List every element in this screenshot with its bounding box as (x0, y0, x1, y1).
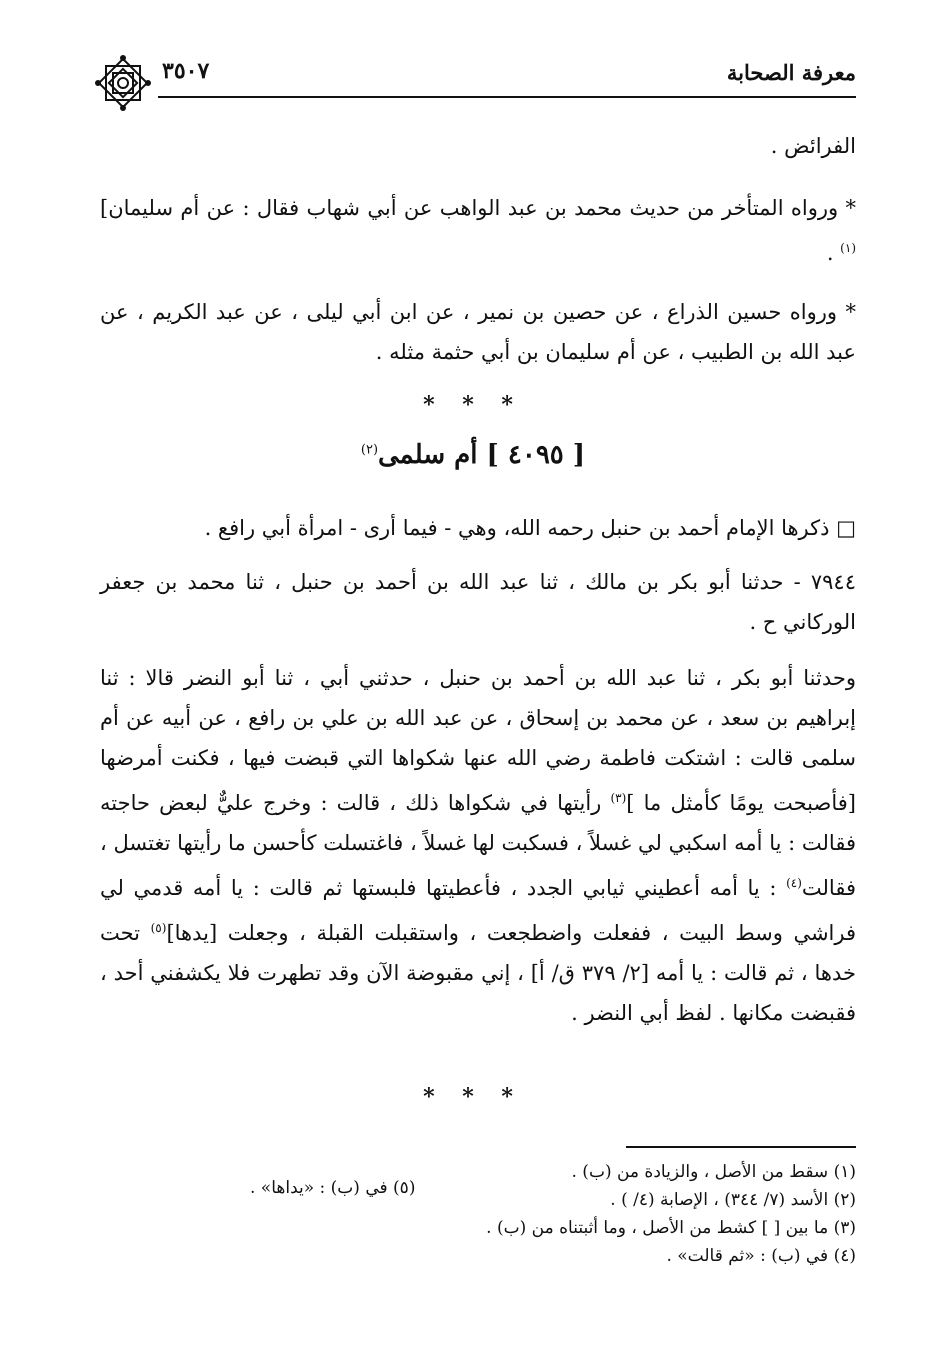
hadith-body-part-4: تحت خدها ، ثم قالت : يا أمه [٢/ ٣٧٩ ق/ أ] ، إني مقبوضة الآن وقد تطهرت فلا يكشفني أحد ، فقبضت مكانها . لفظ أبي النضر . (100, 921, 856, 1025)
footnote-ref-2[interactable]: (٢) (360, 442, 379, 458)
paragraph-hadith-body (100, 658, 856, 1033)
paragraph-faraid-text: الفرائض . (770, 134, 856, 158)
footnote-rule (626, 1146, 856, 1148)
running-title: معرفة الصحابة (726, 60, 856, 85)
paragraph-hadith-number (100, 562, 856, 642)
page-header (92, 52, 856, 112)
hadith-body-part-2: رأيتها في شكواها ذلك ، قالت : وخرج عليٌّ لبعض حاجته فقالت : يا أمه اسكبي لي غسلاً ، فسكبت لها غسلاً ، فاغتسلت كأحسن ما رأيتها تغتسل ، فقالت (100, 791, 856, 900)
entry-title (0, 440, 946, 470)
paragraph-narration-2 (100, 292, 856, 372)
footnote-ref-5[interactable]: (٥) (150, 921, 167, 935)
paragraph-narration-1 (100, 188, 856, 273)
footnote-3: (٣) ما بين [ ] كشط من الأصل ، وما أثبتناه من (ب) . (486, 1218, 856, 1238)
narration-2-text: * ورواه حسين الذراع ، عن حصين بن نمير ، عن ابن أبي ليلى ، عن عبد الكريم ، عن عبد الله بن الطبيب ، عن أم سليمان بن أبي حثمة مثله . (100, 300, 856, 364)
paragraph-entry-note (100, 508, 856, 548)
hadith-text: ٧٩٤٤ - حدثنا أبو بكر بن مالك ، ثنا عبد الله بن أحمد بن حنبل ، ثنا محمد بن جعفر الوركاني ح . (100, 570, 856, 634)
footnote-ref-3[interactable]: (٣) (610, 791, 627, 805)
entry-note-text: □ ذكرها الإمام أحمد بن حنبل رحمه الله، وهي - فيما أرى - امرأة أبي رافع . (204, 516, 856, 540)
footnote-2: (٢) الأسد (٧/ ٣٤٤) ، الإصابة (٤/ ) . (610, 1190, 856, 1210)
header-rule (158, 96, 856, 98)
section-divider-stars: * * * (423, 392, 523, 418)
footnote-4: (٤) في (ب) : «ثم قالت» . (666, 1246, 856, 1266)
footnote-ref-4[interactable]: (٤) (786, 876, 802, 890)
footnotes-list (396, 1158, 856, 1270)
end-divider-stars: * * * (423, 1084, 523, 1110)
entry-title-text: [ ٤٠٩٥ ] أم سلمى (378, 440, 586, 470)
hadith-body-part-3: : يا أمه أعطيني ثيابي الجدد ، فأعطيتها فلبستها ثم قالت : يا أمه قدمي لي فراشي وسط البيت ، ففعلت واضطجعت ، واستقبلت القبلة ، وجعلت [يدها] (100, 876, 856, 945)
footnote-ref-1[interactable]: (١) (840, 241, 856, 255)
paragraph-faraid (100, 126, 856, 166)
page-number: ٣٥٠٧ (162, 58, 210, 84)
hadith-body-part-1: وحدثنا أبو بكر ، ثنا عبد الله بن أحمد بن حنبل ، حدثني أبي ، ثنا أبو النضر قالا : ثنا إبراهيم بن سعد ، عن محمد بن إسحاق ، عن عبد الله بن علي بن رافع ، عن أبيه عن أم سلمى قالت : اشتكت فاطمة رضي الله عنها شكواها التي قبضت فيها ، فكنت أمرضها [فأصبحت يومًا كأمثل ما ] (100, 666, 856, 815)
narration-1-text: * ورواه المتأخر من حديث محمد بن عبد الواهب عن أبي شهاب فقال : عن أم سليمان] (100, 196, 856, 220)
octagonal-star-ornament-icon (92, 52, 154, 114)
footnote-1: (١) سقط من الأصل ، والزيادة من (ب) . (571, 1162, 856, 1182)
footnote-5: (٥) في (ب) : «يداها» . (250, 1178, 416, 1198)
narration-1-end: . (826, 241, 841, 265)
